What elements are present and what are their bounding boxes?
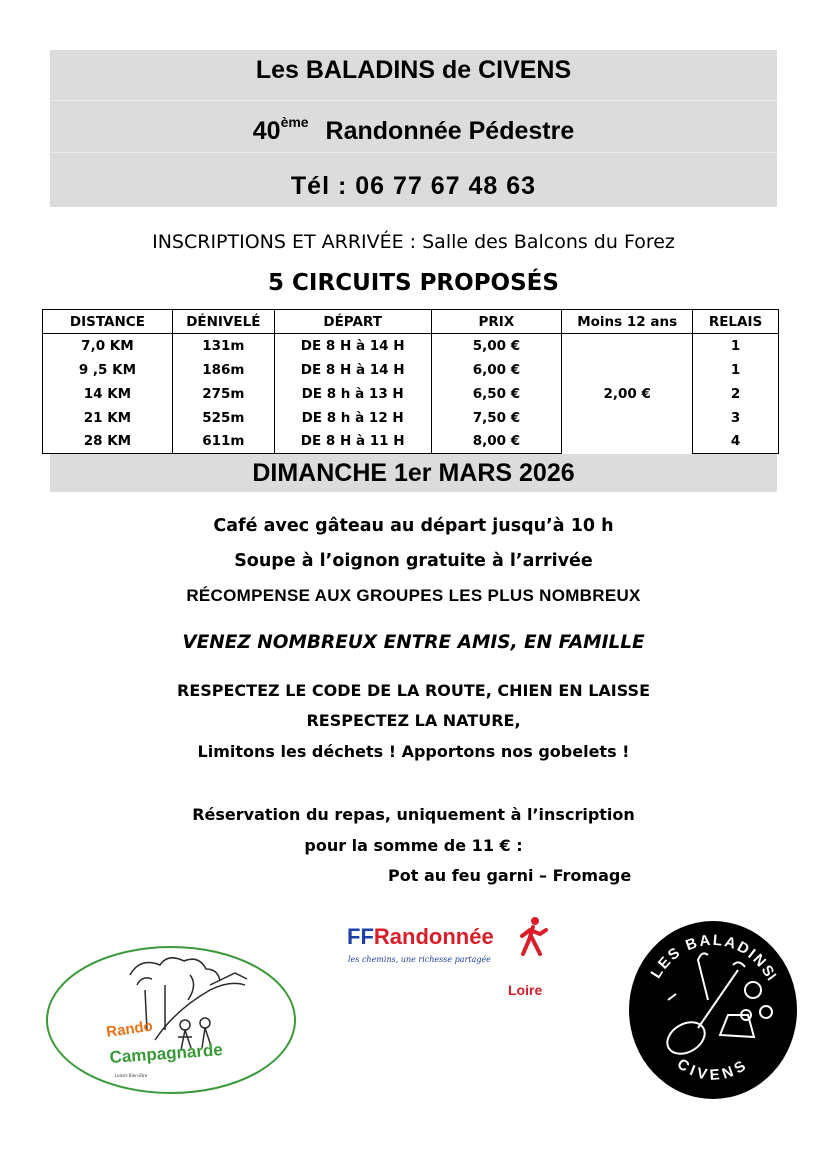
depart-cell: DE 8 H à 14 H [274,334,431,358]
baladins-civens-logo [628,920,798,1100]
prix-cell: 5,00 € [431,334,562,358]
walker-icon [518,916,550,956]
table-header-row [43,310,779,334]
circuits-table [42,309,779,454]
ffr-ff: FF [347,924,374,949]
soupe-line: Soupe à l’oignon gratuite à l’arrivée [234,551,593,571]
phone-number: Tél : 06 77 67 48 63 [290,172,537,200]
moins-12-price-cell: 2,00 € [562,334,693,454]
cafe-line: Café avec gâteau au départ jusqu’à 10 h [213,516,614,536]
ffr-region: Loire [508,982,543,998]
column-header: DÉNIVELÉ [172,310,274,334]
circuits-title: 5 CIRCUITS PROPOSÉS [268,270,559,296]
column-header: DISTANCE [43,310,173,334]
edition-suffix: ème [280,114,309,130]
rando-tagline: Loisirs Bien-Etre [115,1073,148,1078]
denivele-cell: 611m [172,430,274,454]
distance-cell: 7,0 KM [43,334,173,358]
denivele-cell: 525m [172,406,274,430]
somme-line: pour la somme de 11 € : [304,836,523,855]
column-header: PRIX [431,310,562,334]
baladins-bottom-text: CIVENS [673,1055,753,1084]
distance-cell: 21 KM [43,406,173,430]
column-header: RELAIS [693,310,779,334]
recompense-line: RÉCOMPENSE AUX GROUPES LES PLUS NOMBREUX [186,586,641,605]
event-date: DIMANCHE 1er MARS 2026 [50,454,777,492]
table-row [43,334,779,358]
dechets-line: Limitons les déchets ! Apportons nos gobelets ! [197,742,630,761]
denivele-cell: 186m [172,358,274,382]
baladins-top-text: LES BALADINS [647,931,779,982]
relais-cell: 1 [693,358,779,382]
edition-number: 40 [252,117,281,145]
prix-cell: 8,00 € [431,430,562,454]
ffr-tagline: les chemins, une richesse partagée [348,955,491,964]
event-title [50,114,777,146]
menu-line: Pot au feu garni – Fromage [388,866,632,885]
relais-cell: 3 [693,406,779,430]
column-header: Moins 12 ans [562,310,693,334]
header-divider [50,152,777,153]
depart-cell: DE 8 H à 14 H [274,358,431,382]
prix-cell: 6,00 € [431,358,562,382]
venez-line: VENEZ NOMBREUX ENTRE AMIS, EN FAMILLE [182,632,645,653]
inscriptions-location: INSCRIPTIONS ET ARRIVÉE : Salle des Balcons du Forez [152,231,675,253]
depart-cell: DE 8 H à 11 H [274,430,431,454]
relais-cell: 1 [693,334,779,358]
prix-cell: 6,50 € [431,382,562,406]
code-route-line: RESPECTEZ LE CODE DE LA ROUTE, CHIEN EN LAISSE [177,681,650,700]
depart-cell: DE 8 h à 12 H [274,406,431,430]
distance-cell: 28 KM [43,430,173,454]
reservation-line: Réservation du repas, uniquement à l’inscription [192,805,635,824]
relais-cell: 2 [693,382,779,406]
campagnarde-text: Campagnarde [108,1040,224,1067]
distance-cell: 14 KM [43,382,173,406]
nature-line: RESPECTEZ LA NATURE, [306,711,521,730]
denivele-cell: 275m [172,382,274,406]
denivele-cell: 131m [172,334,274,358]
depart-cell: DE 8 h à 13 H [274,382,431,406]
event-name: Randonnée Pédestre [325,117,575,145]
rando-campagnarde-logo [45,945,297,1095]
rando-text: Rando [105,1017,154,1041]
relais-cell: 4 [693,430,779,454]
header-divider [50,100,777,101]
prix-cell: 7,50 € [431,406,562,430]
club-name: Les BALADINS de CIVENS [255,56,572,84]
ffr-randonnee: Randonnée [373,924,494,949]
distance-cell: 9 ,5 KM [43,358,173,382]
ffr-logo-text [347,924,494,950]
column-header: DÉPART [274,310,431,334]
